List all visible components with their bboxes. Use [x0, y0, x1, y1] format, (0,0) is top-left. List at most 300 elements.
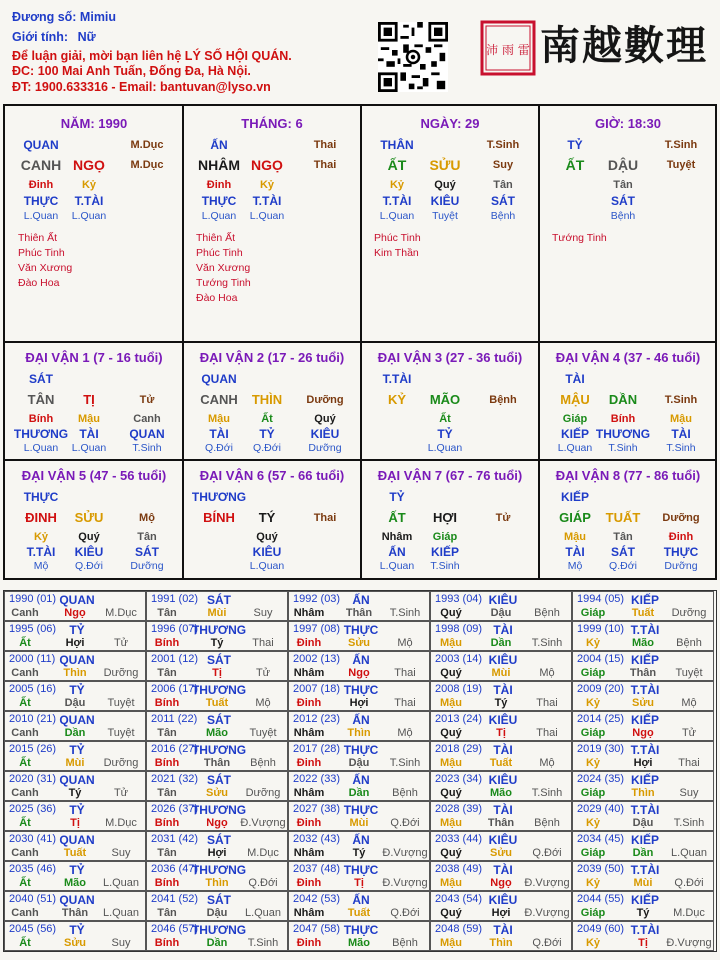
year-god: ẤN	[352, 773, 370, 787]
year-label: 2033 (44)	[435, 833, 483, 845]
year-stage: Q.Đới	[248, 877, 278, 889]
year-label: 2017 (28)	[293, 743, 341, 755]
year-can: Canh	[11, 607, 39, 619]
hidden-stem: Tân	[493, 179, 513, 191]
year-label: 2001 (12)	[151, 653, 199, 665]
year-label: 2024 (35)	[577, 773, 625, 785]
year-god: TÀI	[493, 803, 513, 817]
star-item: Tướng Tinh	[196, 277, 251, 289]
year-god: KIẾP	[630, 773, 660, 787]
dai-van-hidden-god: TÀI	[79, 427, 99, 441]
year-stage: L.Quan	[670, 847, 708, 859]
year-god: TỶ	[69, 863, 85, 877]
year-can: Giáp	[580, 727, 606, 739]
star-item: Kim Thần	[374, 247, 419, 259]
hidden-god: SÁT	[491, 194, 515, 208]
year-god: THƯƠNG	[191, 683, 247, 697]
year-god: THỰC	[343, 683, 379, 697]
dai-van-cell	[361, 342, 539, 460]
dai-van-chi: TÝ	[258, 510, 276, 525]
dai-van-hidden-stem: Giáp	[562, 413, 588, 425]
phone-text: ĐT: 1900.633316 - Email: bantuvan@lyso.vn	[12, 80, 271, 94]
year-god: THỰC	[343, 623, 379, 637]
year-chi: Mão	[490, 787, 512, 799]
dai-van-god: QUAN	[201, 372, 237, 386]
year-stage: Bệnh	[250, 757, 276, 769]
year-chi: Hợi	[633, 757, 653, 769]
year-god: T.TÀI	[630, 743, 660, 757]
year-label: 2019 (30)	[577, 743, 625, 755]
year-stage: Thai	[394, 667, 416, 679]
year-stage: Tuyệt	[675, 667, 703, 679]
year-cell	[4, 591, 146, 621]
year-label: 2030 (41)	[9, 833, 57, 845]
dai-van-can: GIÁP	[559, 510, 591, 525]
year-stage: Tử	[255, 667, 271, 679]
dai-van-hidden-stage: T.Sinh	[666, 442, 696, 454]
pillar-top-god: ẤN	[210, 138, 228, 152]
year-stage: Suy	[111, 937, 131, 949]
year-stage: L.Quan	[102, 877, 140, 889]
year-can: Quý	[440, 787, 462, 799]
year-cell	[4, 861, 146, 891]
year-stage: Tuyệt	[249, 727, 277, 739]
year-label: 2036 (47)	[151, 863, 199, 875]
year-god: ẤN	[352, 713, 370, 727]
year-chi: Hợi	[491, 907, 511, 919]
year-chi: Tuất	[347, 907, 371, 919]
year-god: QUAN	[59, 833, 95, 847]
year-label: 1999 (10)	[577, 623, 625, 635]
brand-logo: 南越數理	[540, 22, 708, 69]
dai-van-hidden-stage: Mộ	[567, 560, 583, 572]
year-can: Bính	[154, 697, 180, 709]
year-chi: Ngọ	[64, 607, 86, 619]
year-chi: Dần	[632, 847, 654, 859]
pillar-cell	[361, 106, 539, 342]
year-chi: Ngọ	[348, 667, 370, 679]
pillar-top-stage: M.Dục	[130, 139, 164, 151]
dai-van-cell	[183, 342, 361, 460]
hidden-god: KIÊU	[430, 194, 460, 208]
year-label: 2014 (25)	[577, 713, 625, 725]
year-can: Kỷ	[585, 817, 601, 829]
year-stage: Thai	[536, 697, 558, 709]
year-god: TỶ	[69, 623, 85, 637]
dai-van-stage: T.Sinh	[664, 394, 698, 406]
year-label: 2009 (20)	[577, 683, 625, 695]
dai-van-hidden-stem: Ất	[439, 413, 451, 425]
dai-van-hidden-stage: T.Sinh	[132, 442, 162, 454]
pillar-chi: NGỌ	[251, 157, 283, 173]
year-label: 2045 (56)	[9, 923, 57, 935]
dai-van-hidden-god: QUAN	[129, 427, 165, 441]
year-can: Kỷ	[585, 937, 601, 949]
year-chi: Tị	[638, 937, 648, 949]
year-stage: Suy	[253, 607, 273, 619]
year-stage: Đ.Vượng	[382, 877, 428, 889]
year-stage: Đ.Vượng	[524, 877, 570, 889]
year-god: THỰC	[343, 923, 379, 937]
name-label: Đương số: Mimiu	[12, 10, 117, 24]
pillar-top-stage: T.Sinh	[486, 139, 520, 151]
dai-van-hidden-god: THƯƠNG	[13, 427, 69, 441]
pillar-stage: M.Dục	[130, 159, 164, 171]
dai-van-hidden-god: TÀI	[671, 427, 691, 441]
star-item: Phúc Tinh	[18, 247, 65, 259]
year-stage: T.Sinh	[531, 787, 563, 799]
year-cell	[430, 801, 572, 831]
hidden-stem: Đinh	[28, 179, 54, 191]
dai-van-title: ĐẠI VẬN 4 (37 - 46 tuổi)	[555, 350, 701, 365]
year-god: TÀI	[493, 743, 513, 757]
year-can: Bính	[154, 937, 180, 949]
dai-van-hidden-stem: Bính	[28, 413, 54, 425]
star-item: Đào Hoa	[18, 277, 60, 289]
year-chi: Dần	[490, 637, 512, 649]
year-label: 2008 (19)	[435, 683, 483, 695]
dai-van-cell	[539, 342, 717, 460]
dai-van-hidden-stem: Canh	[133, 413, 161, 425]
dai-van-title: ĐẠI VẬN 5 (47 - 56 tuổi)	[21, 468, 167, 483]
dai-van-hidden-stage: L.Quan	[23, 442, 59, 454]
year-stage: Đ.Vượng	[666, 937, 712, 949]
star-item: Đào Hoa	[196, 292, 238, 304]
dai-van-hidden-stem: Kỷ	[33, 531, 49, 543]
year-cell	[288, 771, 430, 801]
pillar-chi: DẬU	[607, 157, 639, 173]
year-cell	[288, 801, 430, 831]
year-stage: Bệnh	[676, 637, 702, 649]
year-chi: Tị	[212, 667, 222, 679]
year-god: KIÊU	[488, 653, 518, 667]
year-god: THƯƠNG	[191, 743, 247, 757]
year-label: 2021 (32)	[151, 773, 199, 785]
year-cell	[572, 621, 714, 651]
year-chi: Tị	[70, 817, 80, 829]
dai-van-hidden-god: TỶ	[259, 427, 275, 441]
year-stage: T.Sinh	[531, 637, 563, 649]
year-label: 2010 (21)	[9, 713, 57, 725]
dai-van-hidden-stem: Mậu	[78, 413, 100, 425]
year-god: KIẾP	[630, 833, 660, 847]
dai-van-chi: TUẤT	[605, 510, 641, 525]
year-can: Kỷ	[585, 877, 601, 889]
year-label: 2005 (16)	[9, 683, 57, 695]
dai-van-hidden-stem: Quý	[256, 531, 278, 543]
year-cell	[4, 681, 146, 711]
year-chi: Mùi	[491, 667, 511, 679]
year-chi: Sửu	[63, 937, 87, 949]
year-can: Canh	[11, 667, 39, 679]
star-item: Thiên Ất	[196, 232, 236, 244]
dai-van-god: SÁT	[29, 372, 53, 386]
dai-van-chi: THÌN	[251, 392, 283, 407]
year-chi: Dậu	[632, 817, 654, 829]
dai-van-hidden-stage: L.Quan	[71, 442, 107, 454]
year-can: Quý	[440, 847, 462, 859]
year-stage: M.Dục	[105, 607, 137, 619]
year-label: 2028 (39)	[435, 803, 483, 815]
year-chi: Thân	[487, 817, 515, 829]
year-cell	[4, 621, 146, 651]
dai-van-hidden-god: KIẾP	[560, 427, 590, 441]
dai-van-hidden-stage: Dưỡng	[130, 560, 164, 572]
year-can: Bính	[154, 877, 180, 889]
year-cell	[572, 591, 714, 621]
year-god: TÀI	[493, 863, 513, 877]
year-god: TỶ	[69, 923, 85, 937]
year-cell	[146, 921, 288, 951]
year-chi: Mùi	[207, 607, 227, 619]
hidden-god: T.TÀI	[74, 194, 104, 208]
dai-van-cell	[5, 460, 183, 578]
year-cell	[4, 891, 146, 921]
year-can: Canh	[11, 847, 39, 859]
year-cell	[572, 801, 714, 831]
year-cell	[430, 621, 572, 651]
year-god: ẤN	[352, 593, 370, 607]
dai-van-god: THƯƠNG	[191, 490, 247, 504]
year-god: SÁT	[207, 833, 231, 847]
hidden-stage: L.Quan	[23, 210, 59, 222]
year-god: TỶ	[69, 683, 85, 697]
hidden-stem: Kỷ	[389, 179, 405, 191]
year-stage: Đ.Vượng	[524, 907, 570, 919]
year-label: 2046 (57)	[151, 923, 199, 935]
year-label: 1991 (02)	[151, 593, 199, 605]
year-can: Mậu	[440, 937, 462, 949]
hidden-god: THỰC	[201, 194, 237, 208]
year-cell	[146, 861, 288, 891]
year-stage: Bệnh	[392, 937, 418, 949]
dai-van-hidden-god: KIẾP	[430, 545, 460, 559]
year-chi: Tý	[494, 697, 508, 709]
year-cell	[572, 831, 714, 861]
year-can: Bính	[154, 637, 180, 649]
grid-hline	[5, 459, 715, 461]
year-chi: Tý	[352, 847, 366, 859]
year-god: SÁT	[207, 893, 231, 907]
pillar-cell	[539, 106, 717, 342]
dai-van-can: CANH	[200, 392, 238, 407]
dai-van-god: T.TÀI	[382, 372, 412, 386]
year-chi: Hợi	[349, 697, 369, 709]
year-stage: Mộ	[255, 697, 271, 709]
year-chi: Mão	[632, 637, 654, 649]
year-chi: Tị	[496, 727, 506, 739]
year-stage: M.Dục	[673, 907, 705, 919]
year-can: Kỷ	[585, 697, 601, 709]
year-chi: Mùi	[633, 877, 653, 889]
year-cell	[146, 651, 288, 681]
dai-van-hidden-stage: L.Quan	[427, 442, 463, 454]
year-cell	[572, 741, 714, 771]
year-can: Nhâm	[293, 667, 325, 679]
dai-van-god: KIẾP	[560, 490, 590, 504]
dai-van-can: KỶ	[387, 392, 407, 407]
year-can: Đinh	[296, 637, 322, 649]
year-chi: Tý	[636, 907, 650, 919]
dai-van-hidden-stage: Q.Đới	[205, 442, 233, 454]
year-label: 2018 (29)	[435, 743, 483, 755]
year-god: QUAN	[59, 893, 95, 907]
year-can: Quý	[440, 667, 462, 679]
year-stage: Tuyệt	[107, 697, 135, 709]
dai-van-hidden-god: SÁT	[611, 545, 635, 559]
year-chi: Thân	[629, 667, 657, 679]
year-stage: Bệnh	[392, 787, 418, 799]
year-cell	[430, 861, 572, 891]
dai-van-stage: Tử	[139, 394, 155, 406]
year-label: 2037 (48)	[293, 863, 341, 875]
year-god: KIÊU	[488, 593, 518, 607]
year-label: 2026 (37)	[151, 803, 199, 815]
year-label: 1992 (03)	[293, 593, 341, 605]
year-cell	[288, 861, 430, 891]
pillar-top-god: TỶ	[567, 138, 583, 152]
pillar-can: NHÂM	[198, 157, 240, 173]
year-stage: Đ.Vượng	[382, 847, 428, 859]
year-god: THƯƠNG	[191, 863, 247, 877]
dai-van-hidden-god: ẤN	[388, 545, 406, 559]
year-stage: Mộ	[539, 667, 555, 679]
year-label: 2025 (36)	[9, 803, 57, 815]
year-stage: T.Sinh	[673, 817, 705, 829]
dai-van-can: TÂN	[27, 392, 55, 407]
gender-row	[12, 30, 96, 44]
hidden-god: THỰC	[23, 194, 59, 208]
year-label: 2020 (31)	[9, 773, 57, 785]
year-can: Đinh	[296, 757, 322, 769]
pillar-title: THÁNG: 6	[241, 116, 303, 131]
year-cell	[4, 831, 146, 861]
dai-van-cell	[539, 460, 717, 578]
star-list	[374, 231, 421, 261]
year-god: QUAN	[59, 713, 95, 727]
year-stage: T.Sinh	[247, 937, 279, 949]
year-can: Ất	[19, 937, 31, 949]
dai-van-hidden-stage: L.Quan	[249, 560, 285, 572]
header	[0, 0, 720, 100]
star-list	[18, 231, 72, 291]
year-god: T.TÀI	[630, 803, 660, 817]
dai-van-hidden-god: KIÊU	[310, 427, 340, 441]
dai-van-stage: Dưỡng	[662, 512, 700, 524]
year-cell	[4, 801, 146, 831]
year-chi: Dậu	[348, 757, 370, 769]
year-stage: Dưỡng	[103, 757, 139, 769]
year-cell	[146, 801, 288, 831]
year-stage: Tử	[113, 787, 129, 799]
year-chi: Sửu	[205, 787, 229, 799]
year-chi: Dần	[206, 937, 228, 949]
dai-van-hidden-stem: Giáp	[432, 531, 458, 543]
year-god: KIẾP	[630, 893, 660, 907]
year-can: Giáp	[580, 787, 606, 799]
year-god: KIẾP	[630, 713, 660, 727]
year-cell	[430, 651, 572, 681]
year-cell	[430, 741, 572, 771]
dai-van-can: ĐINH	[25, 510, 57, 525]
year-god: THỰC	[343, 803, 379, 817]
year-can: Quý	[440, 727, 462, 739]
year-god: TÀI	[493, 923, 513, 937]
year-can: Tân	[157, 787, 177, 799]
year-cell	[146, 711, 288, 741]
dai-van-hidden-stem: Quý	[78, 531, 100, 543]
dai-van-title: ĐẠI VẬN 2 (17 - 26 tuổi)	[199, 350, 345, 365]
year-label: 1997 (08)	[293, 623, 341, 635]
year-chi: Thìn	[63, 667, 87, 679]
star-list	[552, 231, 607, 246]
year-god: THƯƠNG	[191, 623, 247, 637]
year-can: Tân	[157, 727, 177, 739]
year-cell	[430, 711, 572, 741]
year-god: THỰC	[343, 743, 379, 757]
year-stage: T.Sinh	[389, 757, 421, 769]
year-label: 2049 (60)	[577, 923, 625, 935]
year-chi: Hợi	[65, 637, 85, 649]
hidden-stem: Đinh	[206, 179, 232, 191]
year-cell	[146, 591, 288, 621]
hidden-stem: Tân	[613, 179, 633, 191]
year-god: SÁT	[207, 653, 231, 667]
year-can: Kỷ	[585, 637, 601, 649]
year-cell	[430, 891, 572, 921]
seal-stamp	[480, 20, 536, 76]
dai-van-god: THỰC	[23, 490, 59, 504]
year-cell	[288, 651, 430, 681]
pillar-cell	[183, 106, 361, 342]
year-label: 2047 (58)	[293, 923, 341, 935]
year-cell	[4, 741, 146, 771]
dai-van-chi: HỢI	[432, 510, 458, 525]
year-chi: Mão	[348, 937, 370, 949]
star-item: Văn Xương	[196, 262, 251, 274]
year-god: ẤN	[352, 833, 370, 847]
year-stage: Dưỡng	[245, 787, 281, 799]
year-stage: M.Dục	[105, 817, 137, 829]
gender-label: Giới tính:	[12, 30, 69, 44]
dai-van-hidden-stage: T.Sinh	[430, 560, 460, 572]
year-chi: Thìn	[347, 727, 371, 739]
dai-van-hidden-stem: Bính	[610, 413, 636, 425]
year-can: Nhâm	[293, 907, 325, 919]
hidden-stem: Kỷ	[81, 179, 97, 191]
year-can: Đinh	[296, 817, 322, 829]
year-stage: Q.Đới	[674, 877, 704, 889]
year-stage: Tử	[113, 637, 129, 649]
star-list	[196, 231, 251, 306]
dai-van-god: TỶ	[389, 490, 405, 504]
year-stage: Dưỡng	[671, 607, 707, 619]
year-can: Giáp	[580, 847, 606, 859]
year-chi: Sửu	[631, 697, 655, 709]
year-label: 2035 (46)	[9, 863, 57, 875]
year-chi: Mão	[64, 877, 86, 889]
dai-van-cell	[183, 460, 361, 578]
year-label: 2016 (27)	[151, 743, 199, 755]
year-stage: Bệnh	[534, 607, 560, 619]
dai-van-hidden-stem: Mậu	[564, 531, 586, 543]
year-god: ẤN	[352, 653, 370, 667]
star-item: Phúc Tinh	[374, 232, 421, 244]
year-can: Ất	[19, 817, 31, 829]
annual-table	[3, 590, 717, 952]
year-label: 2040 (51)	[9, 893, 57, 905]
dai-van-title: ĐẠI VẬN 3 (27 - 36 tuổi)	[377, 350, 523, 365]
